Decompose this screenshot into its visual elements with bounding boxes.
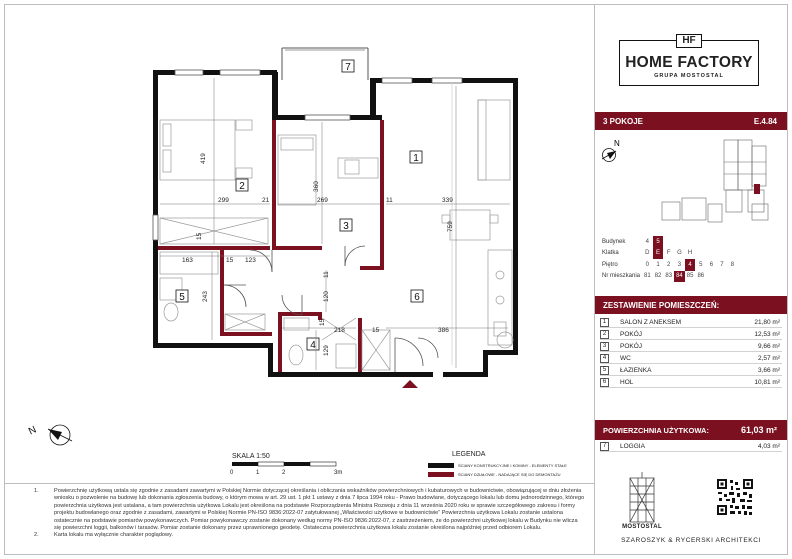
row-stair [600,248,738,260]
floor-2: 2 [667,261,671,268]
room-list-number: 3 [600,342,609,351]
room-number-5: 5 [179,292,185,303]
building-label: Budynek [602,238,626,245]
builder-name: MOSTOSTAL [622,524,662,530]
room-list-number: 5 [600,366,609,375]
list-item [600,376,782,388]
extra-number: 7 [600,442,609,451]
stair-d: D [645,250,650,257]
legend-swatch-structural [428,463,454,468]
qr-code-icon[interactable] [716,478,754,516]
dim-21: 21 [262,197,270,204]
brand-name: HOME FACTORY [625,54,753,71]
flat-81: 81 [644,273,651,280]
legend-label-structural: ŚCIANY KONSTRUKCYJNE I KOMINY - ELEMENTY STAŁE [458,463,567,468]
compass-left-icon [27,424,72,445]
building-5: 5 [653,236,664,248]
room-list-name: ŁAZIENKA [620,366,652,374]
list-item [600,440,782,452]
north-letter-left: N [26,424,39,438]
location-table [600,236,738,282]
list-item [600,364,782,376]
footer-divider [4,483,594,484]
mostostal-logo [624,470,660,524]
summary-header [595,296,787,314]
scale-tick-2: 2 [282,470,286,476]
row-building [600,236,738,248]
room-list-number: 1 [600,318,609,327]
dim-129: 129 [323,345,330,356]
footnotes [14,488,586,540]
room-number-3: 3 [343,221,349,232]
dim-15-b: 15 [226,257,234,264]
scale-title: SKALA 1:50 [232,453,270,460]
dim-218: 218 [334,327,345,334]
dim-360: 360 [313,181,320,192]
stair-g: G [677,250,682,257]
legend-swatch-partition [428,472,454,477]
room-list-number: 4 [600,354,609,363]
stair-label: Klatka [602,250,619,257]
room-list [600,316,782,388]
room-list-number: 2 [600,330,609,339]
stair-f: F [666,250,671,257]
floor-label: Piętro [602,261,618,268]
unit-header [595,112,787,130]
flat-label: Nr mieszkania [602,273,641,280]
footnote-number: 1. [34,488,39,494]
stair-h: H [687,250,693,257]
extra-name: LOGGIA [620,442,645,450]
dim-339: 339 [442,197,453,204]
key-plan [652,132,786,232]
dim-15-d: 15 [372,327,380,334]
room-list-area: 2,57 m² [757,354,780,362]
floor-5: 5 [699,261,703,268]
floor-4: 4 [685,259,696,271]
usable-area-band [595,420,787,440]
dim-269: 269 [317,197,328,204]
north-letter-right: N [614,139,620,148]
row-flat [600,271,738,283]
legend-label-partition: ŚCIANY DZIAŁOWE - NADAJĄCE SIĘ DO DEMONTAŻU [458,472,561,477]
legend [428,451,567,477]
scale-tick-1: 1 [256,470,260,476]
compass-right-icon [600,138,630,166]
room-number-labels [176,60,423,351]
room-number-4: 4 [310,340,316,351]
entrance-marker [402,380,418,388]
floor-7: 7 [720,261,724,268]
floor-1: 1 [656,261,660,268]
scale-tick-3: 3m [334,470,343,476]
flat-84: 84 [674,271,685,283]
unit-code: E.4.84 [753,117,777,126]
dim-11-top: 11 [386,197,393,204]
dim-163: 163 [182,257,193,264]
footnote-number: 2. [34,532,39,539]
dim-11-mid: 11 [323,271,330,278]
footnote-text: Karta lokalu ma wyłącznie charakter poglądowy. [54,532,173,539]
dim-759: 759 [447,221,454,232]
list-item [600,352,782,364]
room-list-name: SALON Z ANEKSEM [620,318,682,326]
extra-area: 4,03 m² [757,442,780,450]
room-list-area: 9,66 m² [757,342,780,350]
dim-15-c: 15 [319,318,326,326]
room-list-name: HOL [620,378,634,386]
unit-rooms-label: 3 POKOJE [603,117,644,126]
architects-credit: SZAROSZYK & RYCERSKI ARCHITEKCI [621,537,761,544]
room-number-1: 1 [413,153,419,164]
floor-8: 8 [730,261,735,268]
list-item [600,340,782,352]
brand-group: GRUPA MOSTOSTAL [654,73,724,79]
room-list-number: 6 [600,378,609,387]
scale-tick-0: 0 [230,470,234,476]
room-number-2: 2 [239,181,245,192]
dim-243: 243 [202,291,209,302]
dim-123: 123 [245,257,256,264]
room-list-area: 21,80 m² [754,318,780,326]
flat-85: 85 [686,273,694,280]
dim-15-a: 15 [196,232,203,240]
list-item [600,328,782,340]
usable-area-value: 61,03 m² [740,425,777,435]
stair-e: E [653,248,664,260]
floor-0: 0 [645,261,650,268]
footnote-text: Powierzchnię użytkową ustala się zgodnie z zasadami zawartymi w Polskiej Normie dotyczącej określania i obliczania wskaźników powierzchniowych i kubaturowych w budownictwie, obowiązującej w dniu złożenia wniosku o pozwolenie na budowę lub dokonania zgłoszenia budowy, o którym mowa w art. 29 ust. 1 pkt 1 ustawy z dnia 7 lipca 1994 roku - Prawo budowlane, dotyczącego lokalu lub domu jednorodzinnego, którego powierzchnia użytkowa jest ustalana, a tam powierzchnia użytkowa Lokalu jest określona na podstawie Rozporządzenia Ministra Rozwoju z dnia 11 września 2020 roku w sprawie szczegółowego zakresu i formy projektu budowlanego oraz zgodnie z zasadami, zawartymi w Polskiej Normie PN-ISO 9836:2022-07 zatytułowanej „Właściwości użytkowe w budownictwie” Powierzchnia użytkowa Lokalu zostanie ustalona ostatecznie na podstawie pomiarów powykonawczych. Pomiar powykonawczy zostanie dokonany według normy PN-ISO 9836:2022-07, z zastrzeżeniem, że do powierzchni użytkowej lokalu w Budynku nie wlicza się powierzchni loggii, balkonów i tarasów. Pomiar zostanie dokonany przez uprawnionego geodetę. Ostateczna powierzchnia użytkowa lokalu zostanie określona najpóźniej przed odbiorem Lokalu. [54,488,585,532]
loggia-outline [282,48,368,80]
footnote-1 [14,488,586,532]
room-list-area: 10,81 m² [754,378,780,386]
room-list-name: POKÓJ [620,342,643,350]
usable-area-label: POWIERZCHNIA UŻYTKOWA: [603,426,709,435]
room-list-area: 3,66 m² [757,366,780,374]
scale-bar [230,453,342,476]
row-floor [600,259,738,271]
legend-title: LEGENDA [452,451,486,458]
room-number-6: 6 [414,292,420,303]
logo-mark: HF [676,34,702,48]
room-list-area: 12,53 m² [754,330,780,338]
dim-120: 120 [323,291,330,302]
room-list-name: WC [620,354,631,362]
dim-419: 419 [200,153,207,164]
dim-299: 299 [218,197,229,204]
extra-list [600,440,782,452]
flat-83: 83 [665,273,673,280]
list-item [600,316,782,328]
summary-title: ZESTAWIENIE POMIESZCZEŃ: [603,301,720,310]
floor-6: 6 [709,261,714,268]
dim-386: 386 [438,327,449,334]
room-list-name: POKÓJ [620,330,643,338]
footnote-2 [14,532,586,539]
flat-86: 86 [697,273,705,280]
building-4: 4 [645,238,650,245]
floor-3: 3 [677,261,682,268]
flat-82: 82 [654,273,662,280]
room-number-7: 7 [345,62,351,73]
doors [224,246,438,372]
